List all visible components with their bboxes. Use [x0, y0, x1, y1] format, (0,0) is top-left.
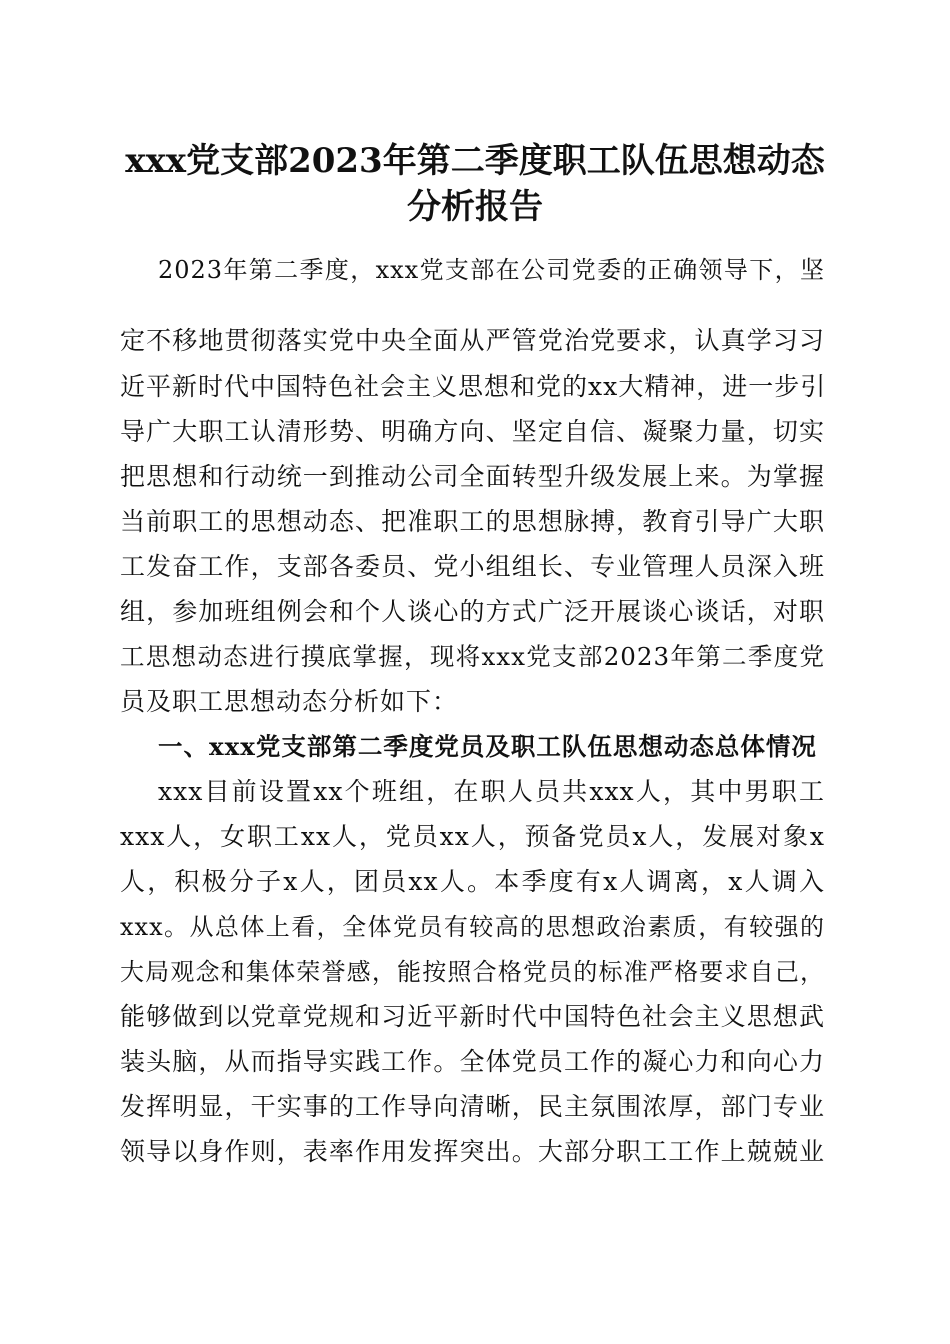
paragraph-1-line: 组，参加班组例会和个人谈心的方式广泛开展谈心谈话，对职 — [120, 597, 825, 626]
paragraph-1-line: 定不移地贯彻落实党中央全面从严管党治党要求，认真学习习 — [120, 326, 825, 355]
paragraph-1-line: 工思想动态进行摸底掌握，现将xxx党支部2023年第二季度党 — [120, 642, 825, 671]
section-1-heading: 一、xxx党支部第二季度党员及职工队伍思想动态总体情况 — [158, 732, 817, 761]
paragraph-1-line: 工发奋工作，支部各委员、党小组组长、专业管理人员深入班 — [120, 552, 825, 581]
paragraph-1-line: 员及职工思想动态分析如下： — [120, 687, 459, 716]
paragraph-1-line: 2023年第二季度，xxx党支部在公司党委的正确领导下，坚 — [158, 256, 825, 284]
paragraph-1-line: 导广大职工认清形势、明确方向、坚定自信、凝聚力量，切实 — [120, 417, 825, 446]
paragraph-2-line: 发挥明显，干实事的工作导向清晰，民主氛围浓厚，部门专业 — [120, 1092, 825, 1121]
document-title-line-1: xxx党支部2023年第二季度职工队伍思想动态 — [125, 141, 825, 181]
paragraph-2-line: 大局观念和集体荣誉感，能按照合格党员的标准严格要求自己， — [120, 958, 825, 986]
paragraph-1-line: 当前职工的思想动态、把准职工的思想脉搏，教育引导广大职 — [120, 507, 825, 536]
document-title-line-2: 分析报告 — [407, 187, 543, 227]
paragraph-2-line: xxx目前设置xx个班组，在职人员共xxx人，其中男职工 — [158, 777, 825, 806]
paragraph-2-line: xxx。从总体上看，全体党员有较高的思想政治素质，有较强的 — [120, 913, 825, 941]
paragraph-2-line: 能够做到以党章党规和习近平新时代中国特色社会主义思想武 — [120, 1002, 825, 1031]
paragraph-2-line: 人，积极分子x人，团员xx人。本季度有x人调离，x人调入 — [120, 867, 825, 896]
paragraph-2-line: 装头脑，从而指导实践工作。全体党员工作的凝心力和向心力 — [120, 1047, 825, 1076]
paragraph-2-line: 领导以身作则，表率作用发挥突出。大部分职工工作上兢兢业 — [120, 1137, 825, 1166]
paragraph-1-line: 近平新时代中国特色社会主义思想和党的xx大精神，进一步引 — [120, 372, 827, 401]
paragraph-2-line: xxx人，女职工xx人，党员xx人，预备党员x人，发展对象x — [120, 822, 825, 851]
paragraph-1-line: 把思想和行动统一到推动公司全面转型升级发展上来。为掌握 — [120, 462, 825, 491]
